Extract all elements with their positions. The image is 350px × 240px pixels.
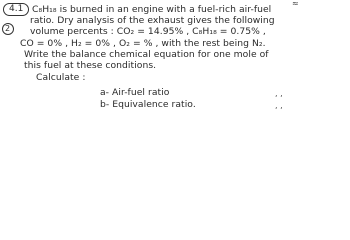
side-mark-b: , ,: [275, 101, 283, 110]
problem-line-1: C₈H₁₈ is burned in an engine with a fuel-rich air-fuel: [32, 4, 272, 15]
question-item-a: a- Air-fuel ratio: [100, 87, 170, 98]
problem-line-3: volume percents : CO₂ = 14.95% , C₈H₁₈ = 0.75% ,: [30, 26, 266, 37]
problem-number: 4.1: [9, 4, 24, 14]
problem-line-2: ratio. Dry analysis of the exhaust gives the following: [30, 15, 275, 26]
problem-line-5: Write the balance chemical equation for one mole of: [24, 49, 269, 60]
problem-number-badge: [3, 3, 29, 16]
problem-line-6: this fuel at these conditions.: [24, 60, 157, 71]
side-mark-a: , ,: [275, 89, 283, 98]
question-item-b: b- Equivalence ratio.: [100, 99, 196, 110]
problem-line-7: Calculate :: [36, 72, 86, 83]
problem-page: [0, 0, 350, 115]
top-mark: ≈: [292, 0, 299, 8]
problem-line-4: CO = 0% , H₂ = 0% , O₂ = % , with the rest being N₂.: [20, 38, 266, 49]
circled-number: 2: [2, 23, 14, 35]
